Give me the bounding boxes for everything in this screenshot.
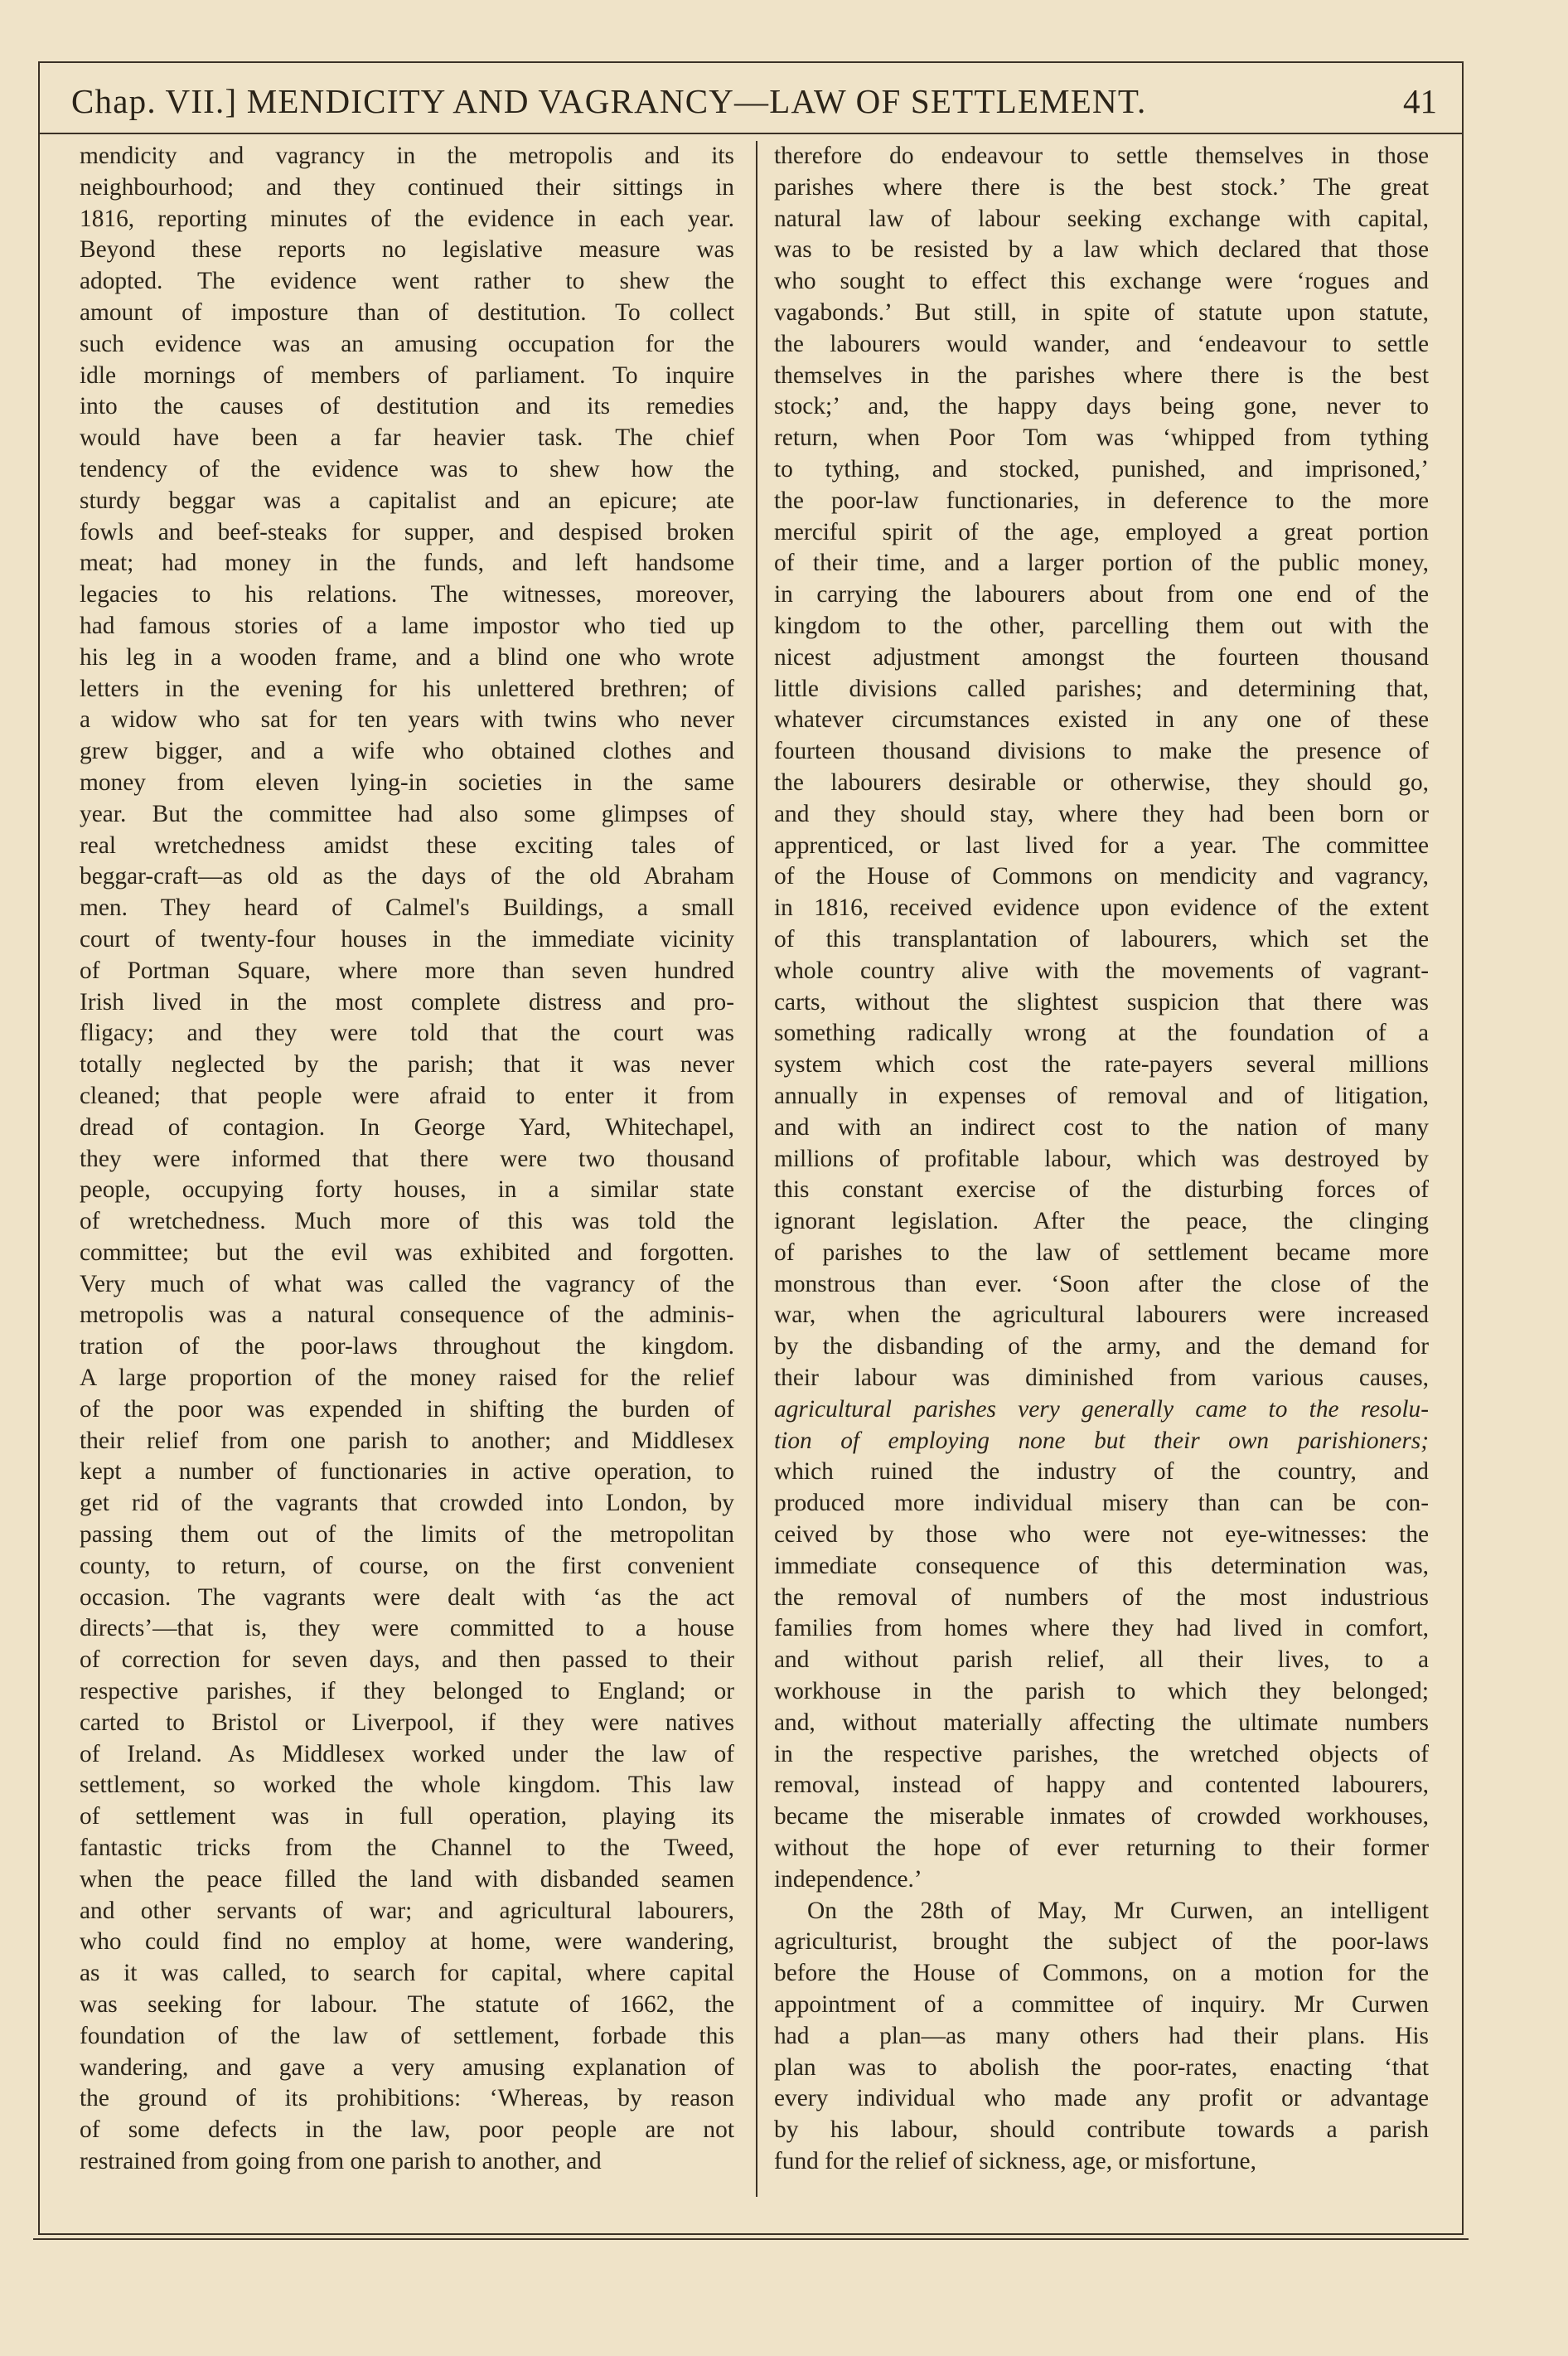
text-line: carted to Bristol or Liverpool, if they were natives <box>80 1709 734 1736</box>
text-line: adopted. The evidence went rather to shew the <box>80 268 734 295</box>
text-line: fligacy; and they were told that the court was <box>80 1020 734 1047</box>
text-line: A large proportion of the money raised for the relief <box>80 1365 734 1392</box>
text-line: restrained from going from one parish to another, and <box>80 2148 602 2174</box>
text-line: produced more individual misery than can be con- <box>774 1490 1429 1517</box>
text-line: annually in expenses of removal and of litigation, <box>774 1082 1429 1109</box>
text-line: dread of contagion. In George Yard, Whitechapel, <box>80 1113 734 1141</box>
text-line: vagabonds.’ But still, in spite of statute upon statute, <box>774 298 1429 326</box>
text-line: ceived by those who were not eye-witnesses: the <box>774 1521 1429 1549</box>
text-line: by his labour, should contribute towards a parish <box>774 2116 1429 2144</box>
right-column <box>774 141 1429 2178</box>
text-line: court of twenty-four houses in the immediate vicinity <box>80 925 734 953</box>
text-line: parishes where there is the best stock.’ The great <box>774 173 1429 201</box>
text-line: real wretchedness amidst these exciting tales of <box>80 831 734 859</box>
text-line: the labourers would wander, and ‘endeavour to settle <box>774 330 1429 357</box>
text-line: the ground of its prohibitions: ‘Whereas, by reason <box>80 2085 734 2112</box>
text-line: removal, instead of happy and contented labourers, <box>774 1772 1429 1799</box>
text-line: immediate consequence of this determination was, <box>774 1552 1429 1579</box>
text-line: before the House of Commons, on a motion for the <box>774 1960 1429 1987</box>
text-line: of the poor was expended in shifting the burden of <box>80 1395 734 1423</box>
text-line: people, occupying forty houses, in a similar state <box>80 1176 734 1204</box>
text-line: of the House of Commons on mendicity and vagrancy, <box>774 863 1429 890</box>
text-line: natural law of labour seeking exchange with capital, <box>774 205 1429 232</box>
text-line: to tything, and stocked, punished, and imprisoned,’ <box>774 455 1429 482</box>
text-line: and, without materially affecting the ultimate numbers <box>774 1709 1429 1736</box>
text-line: money from eleven lying-in societies in the same <box>80 768 734 796</box>
text-line: appointment of a committee of inquiry. Mr Curwen <box>774 1991 1429 2019</box>
text-line: as it was called, to search for capital, where capital <box>80 1960 734 1987</box>
left-column <box>80 141 734 2178</box>
text-line: kept a number of functionaries in active operation, to <box>80 1458 734 1486</box>
text-line: of parishes to the law of settlement became more <box>774 1239 1429 1266</box>
text-line: fantastic tricks from the Channel to the Tweed, <box>80 1835 734 1862</box>
text-line: their labour was diminished from various causes, <box>774 1365 1429 1392</box>
running-head: Chap. VII.] MENDICITY AND VAGRANCY—LAW OF SETTLEMENT. <box>71 82 1147 120</box>
text-line: therefore do endeavour to settle themselves in those <box>774 143 1429 169</box>
text-line: settlement, so worked the whole kingdom. This law <box>80 1772 734 1799</box>
text-line: and with an indirect cost to the nation of many <box>774 1113 1429 1141</box>
text-line: and they should stay, where they had been born or <box>774 800 1429 827</box>
text-line: in carrying the labourers about from one end of the <box>774 581 1429 608</box>
text-line: carts, without the slightest suspicion that there was <box>774 988 1429 1016</box>
text-line: had a plan—as many others had their plans. His <box>774 2022 1429 2049</box>
text-line: they were informed that there were two thousand <box>80 1145 734 1172</box>
text-line: idle mornings of members of parliament. To inquire <box>80 361 734 389</box>
text-line: something radically wrong at the foundation of a <box>774 1020 1429 1047</box>
text-line: Beyond these reports no legislative measure was <box>80 236 734 264</box>
text-line: of some defects in the law, poor people are not <box>80 2116 734 2144</box>
text-line: into the causes of destitution and its remedies <box>80 393 734 420</box>
text-line: metropolis was a natural consequence of the adminis- <box>80 1302 734 1329</box>
text-line: of their time, and a larger portion of the public money, <box>774 550 1429 577</box>
text-line: themselves in the parishes where there is the best <box>774 361 1429 389</box>
text-line: the poor-law functionaries, in deference to the more <box>774 487 1429 514</box>
text-line: became the miserable inmates of crowded workhouses, <box>774 1803 1429 1830</box>
text-line: was seeking for labour. The statute of 1662, the <box>80 1991 734 2019</box>
text-line: of correction for seven days, and then passed to their <box>80 1646 734 1674</box>
text-line: independence.’ <box>774 1865 922 1893</box>
text-line: agriculturist, brought the subject of the poor-laws <box>774 1928 1429 1956</box>
text-line: such evidence was an amusing occupation for the <box>80 330 734 357</box>
text-line: which ruined the industry of the country, and <box>774 1458 1429 1486</box>
text-line: fund for the relief of sickness, age, or misfortune, <box>774 2148 1256 2174</box>
text-line: without the hope of ever returning to their former <box>774 1835 1429 1862</box>
text-line: legacies to his relations. The witnesses, moreover, <box>80 581 734 608</box>
text-line: beggar-craft—as old as the days of the old Abraham <box>80 863 734 890</box>
text-line: totally neglected by the parish; that it was never <box>80 1051 734 1079</box>
page-number: 41 <box>1403 82 1437 120</box>
text-line: monstrous than ever. ‘Soon after the close of the <box>774 1270 1429 1297</box>
text-line: their relief from one parish to another; and Middlesex <box>80 1427 734 1454</box>
text-line: of this transplantation of labourers, which set the <box>774 925 1429 953</box>
text-line: Very much of what was called the vagrancy of the <box>80 1270 734 1297</box>
text-line: by the disbanding of the army, and the demand for <box>774 1333 1429 1360</box>
text-line: get rid of the vagrants that crowded into London, by <box>80 1490 734 1517</box>
text-line: 1816, reporting minutes of the evidence in each year. <box>80 205 734 232</box>
text-line: plan was to abolish the poor-rates, enacting ‘that <box>774 2053 1429 2081</box>
text-line: return, when Poor Tom was ‘whipped from tything <box>774 424 1429 452</box>
text-line: nicest adjustment amongst the fourteen thousand <box>774 643 1429 671</box>
text-line: war, when the agricultural labourers were increased <box>774 1302 1429 1329</box>
text-line: wandering, and gave a very amusing explanation of <box>80 2053 734 2081</box>
text-line: stock;’ and, the happy days being gone, never to <box>774 393 1429 420</box>
text-line: the labourers desirable or otherwise, they should go, <box>774 768 1429 796</box>
text-line: letters in the evening for his unlettered brethren; of <box>80 675 734 702</box>
text-line: grew bigger, and a wife who obtained clothes and <box>80 738 734 765</box>
text-line: whole country alive with the movements of vagrant- <box>774 957 1429 984</box>
column-divider <box>756 141 757 2197</box>
text-line: workhouse in the parish to which they belonged; <box>774 1678 1429 1705</box>
text-line: agricultural parishes very generally came to the resolu- <box>774 1395 1429 1423</box>
text-line: men. They heard of Calmel's Buildings, a small <box>80 894 734 922</box>
text-line: county, to return, of course, on the first convenient <box>80 1552 734 1579</box>
text-line: who sought to effect this exchange were ‘rogues and <box>774 268 1429 295</box>
text-line: had famous stories of a lame impostor who tied up <box>80 612 734 639</box>
text-line: tration of the poor-laws throughout the kingdom. <box>80 1333 734 1360</box>
text-line: would have been a far heavier task. The chief <box>80 424 734 452</box>
text-line: meat; had money in the funds, and left handsome <box>80 550 734 577</box>
text-line: amount of imposture than of destitution. To collect <box>80 298 734 326</box>
text-line: a widow who sat for ten years with twins who never <box>80 706 734 734</box>
text-line: of settlement was in full operation, playing its <box>80 1803 734 1830</box>
page-header <box>38 61 1464 134</box>
text-line: committee; but the evil was exhibited and forgotten. <box>80 1239 734 1266</box>
text-line: directs’—that is, they were committed to a house <box>80 1615 734 1642</box>
text-line: families from homes where they had lived in comfort, <box>774 1615 1429 1642</box>
text-line: of wretchedness. Much more of this was told the <box>80 1208 734 1235</box>
text-line: every individual who made any profit or advantage <box>774 2085 1429 2112</box>
text-line: system which cost the rate-payers several millions <box>774 1051 1429 1079</box>
text-line: this constant exercise of the disturbing forces of <box>774 1176 1429 1204</box>
text-line: and without parish relief, all their lives, to a <box>774 1646 1429 1674</box>
text-line: cleaned; that people were afraid to enter it from <box>80 1082 734 1109</box>
text-line: who could find no employ at home, were wandering, <box>80 1928 734 1956</box>
text-line: merciful spirit of the age, employed a great portion <box>774 518 1429 545</box>
text-line: On the 28th of May, Mr Curwen, an intelligent <box>807 1897 1429 1924</box>
text-line: little divisions called parishes; and determining that, <box>774 675 1429 702</box>
text-line: in the respective parishes, the wretched objects of <box>774 1740 1429 1767</box>
text-line: fourteen thousand divisions to make the presence of <box>774 738 1429 765</box>
text-line: fowls and beef-steaks for supper, and despised broken <box>80 518 734 545</box>
text-line: foundation of the law of settlement, forbade this <box>80 2022 734 2049</box>
text-line: kingdom to the other, parcelling them out with the <box>774 612 1429 639</box>
text-line: occasion. The vagrants were dealt with ‘as the act <box>80 1583 734 1611</box>
text-line: of Ireland. As Middlesex worked under the law of <box>80 1740 734 1767</box>
text-line: and other servants of war; and agricultural labourers, <box>80 1897 734 1924</box>
text-line: respective parishes, if they belonged to England; or <box>80 1678 734 1705</box>
text-line: sturdy beggar was a capitalist and an epicure; ate <box>80 487 734 514</box>
text-line: apprenticed, or last lived for a year. The committee <box>774 831 1429 859</box>
text-line: whatever circumstances existed in any one of these <box>774 706 1429 734</box>
bottom-rule <box>33 2238 1469 2240</box>
text-line: his leg in a wooden frame, and a blind one who wrote <box>80 643 734 671</box>
text-line: mendicity and vagrancy in the metropolis and its <box>80 143 734 169</box>
text-line: tion of employing none but their own parishioners; <box>774 1427 1429 1454</box>
text-line: Irish lived in the most complete distress and pro- <box>80 988 734 1016</box>
text-line: neighbourhood; and they continued their sittings in <box>80 173 734 201</box>
text-line: ignorant legislation. After the peace, the clinging <box>774 1208 1429 1235</box>
text-line: passing them out of the limits of the metropolitan <box>80 1521 734 1549</box>
text-line: the removal of numbers of the most industrious <box>774 1583 1429 1611</box>
text-line: when the peace filled the land with disbanded seamen <box>80 1865 734 1893</box>
text-line: year. But the committee had also some glimpses of <box>80 800 734 827</box>
text-line: tendency of the evidence was to shew how the <box>80 455 734 482</box>
text-line: millions of profitable labour, which was destroyed by <box>774 1145 1429 1172</box>
text-line: of Portman Square, where more than seven hundred <box>80 957 734 984</box>
text-line: in 1816, received evidence upon evidence of the extent <box>774 894 1429 922</box>
text-line: was to be resisted by a law which declared that those <box>774 236 1429 264</box>
